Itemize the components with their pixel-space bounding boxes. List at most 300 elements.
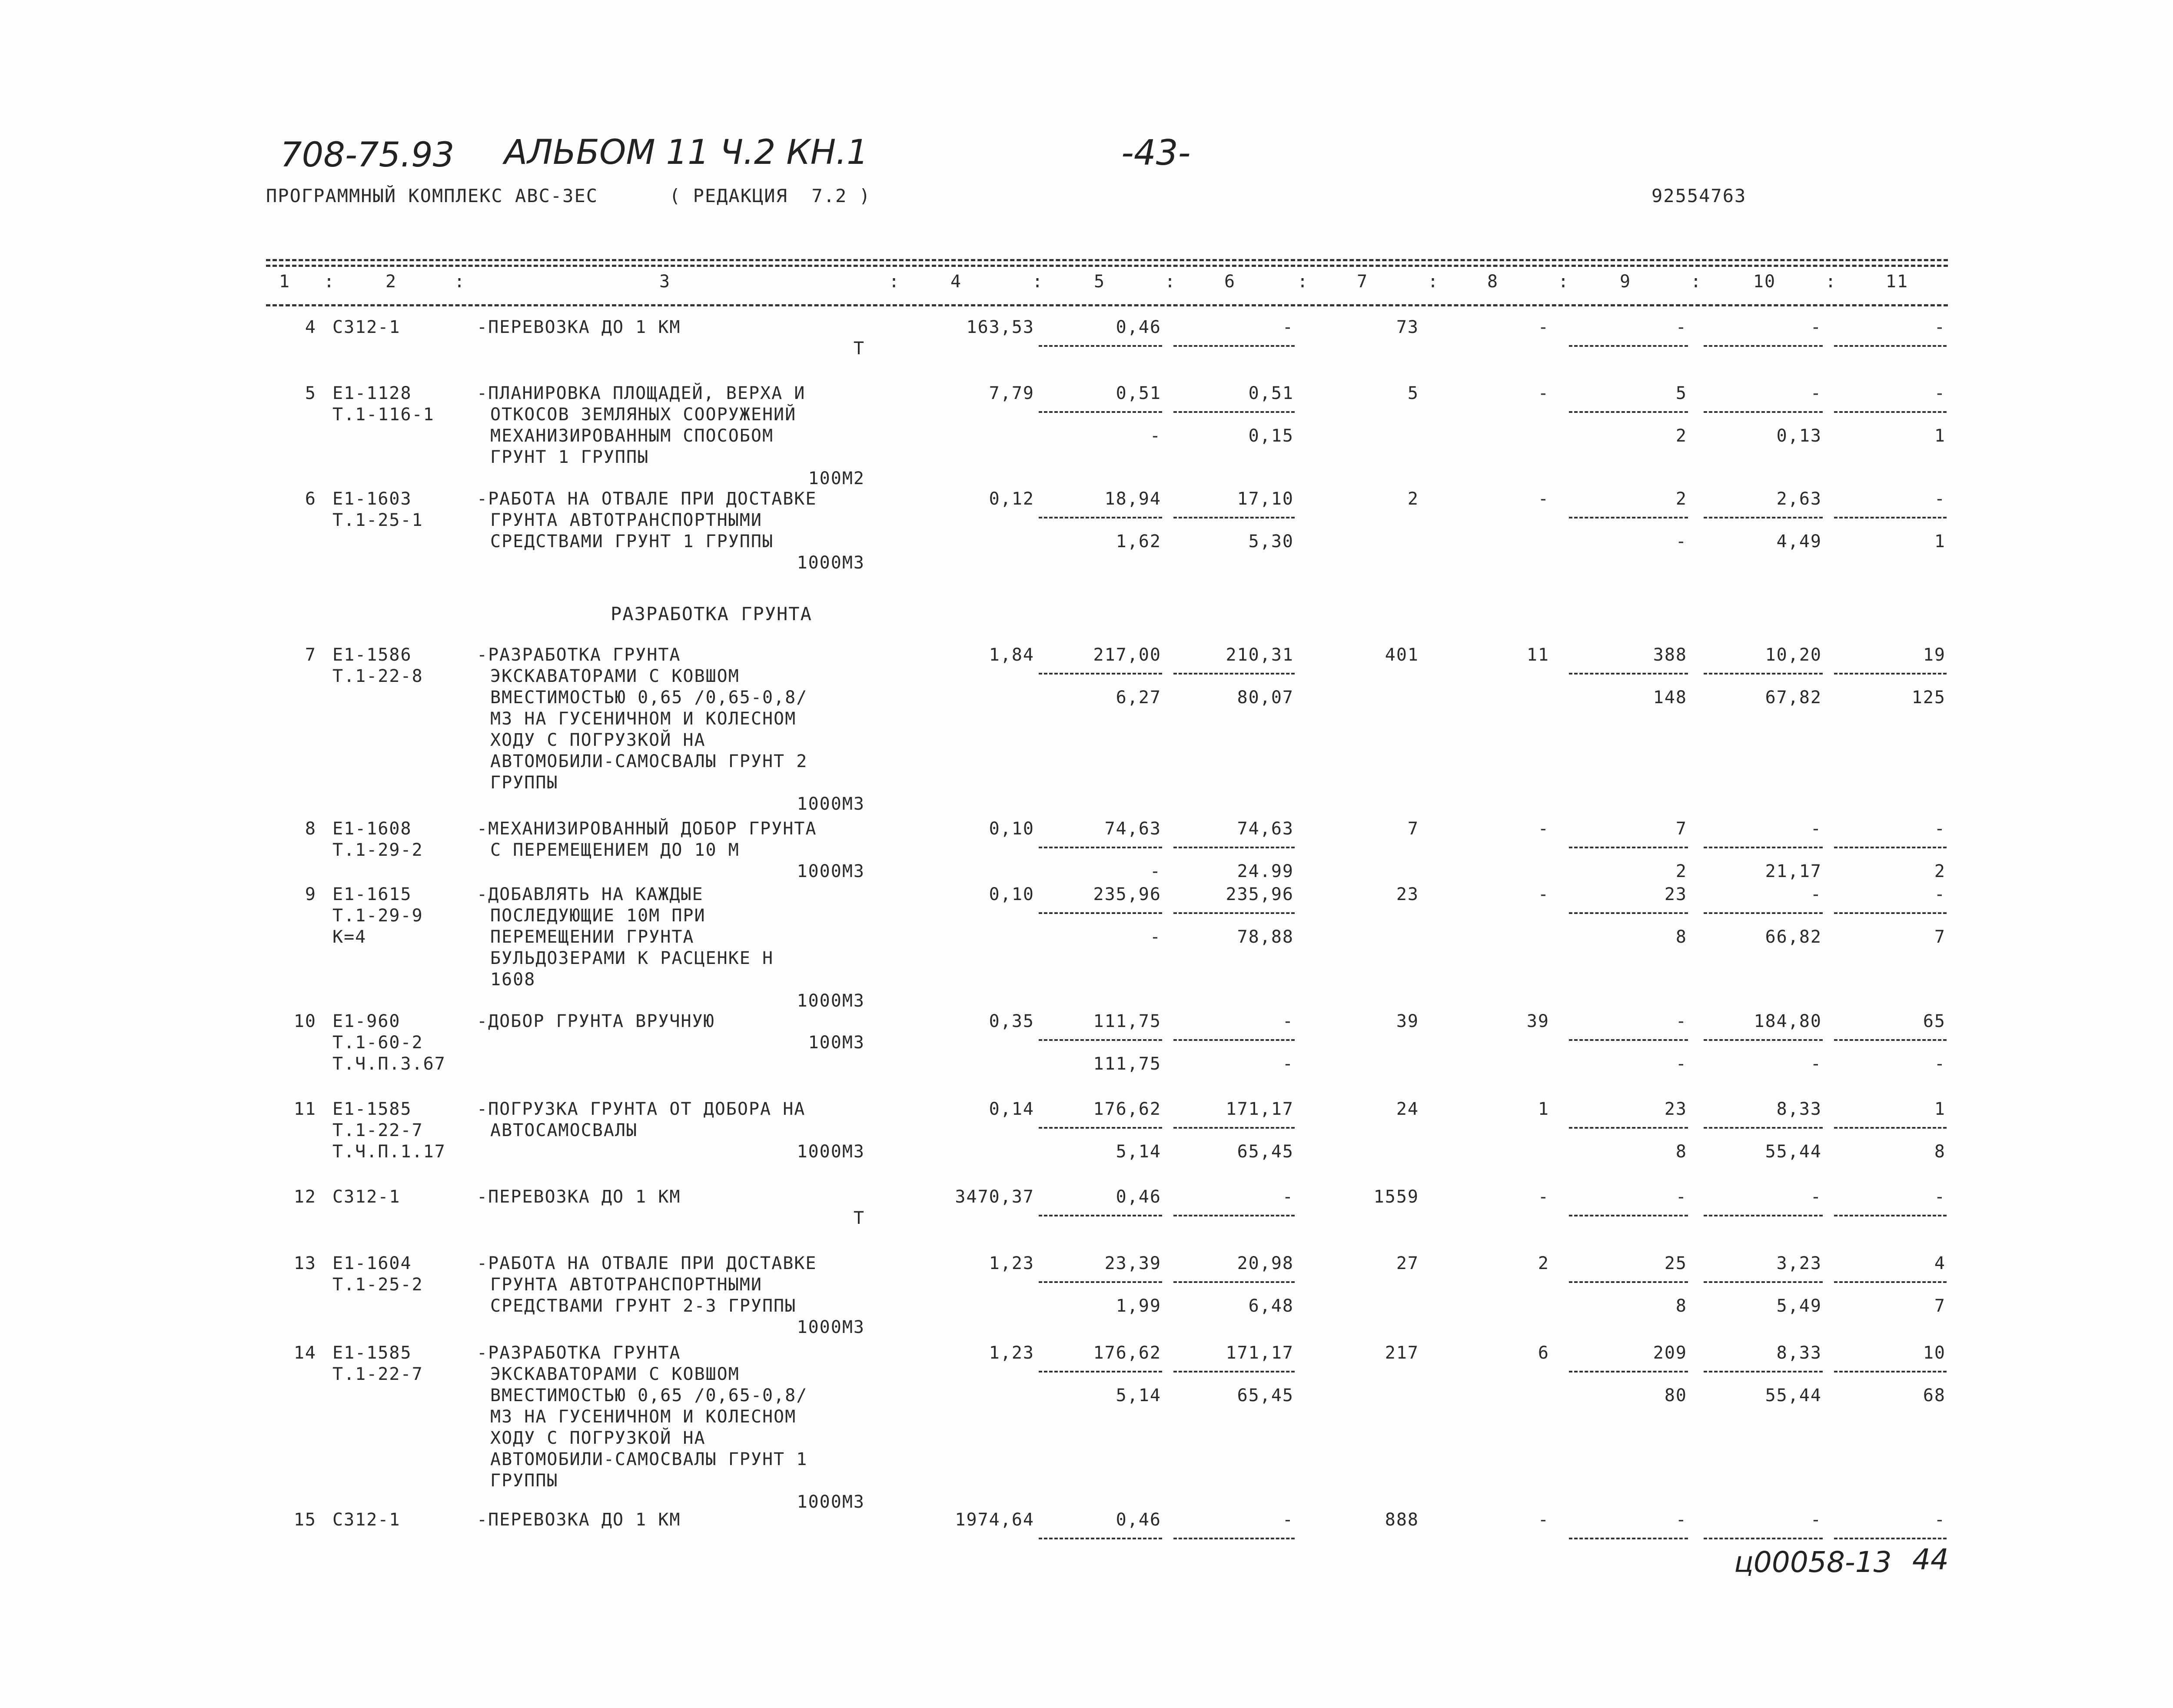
header-top-rule-2 — [266, 265, 1948, 267]
unit-cost-lower: - — [1150, 927, 1161, 947]
salary-cost: - — [1538, 1187, 1549, 1207]
work-description: -ПОГРУЗКА ГРУНТА ОТ ДОБОРА НА — [477, 1099, 806, 1119]
total-cost: 217 — [1385, 1343, 1419, 1363]
labor-cost-lower: 4,49 — [1776, 532, 1822, 552]
work-description: ВМЕСТИМОСТЬЮ 0,65 /0,65-0,8/ — [490, 688, 808, 708]
cell-divider — [1569, 1538, 1688, 1539]
salary-cost: 1 — [1538, 1099, 1549, 1119]
machine-cost-lower: 6,48 — [1248, 1296, 1294, 1316]
album-label: АЛЬБОМ 11 Ч.2 КН.1 — [504, 133, 868, 172]
work-description: -РАБОТА НА ОТВАЛЕ ПРИ ДОСТАВКЕ — [477, 489, 817, 509]
total-cost: 23 — [1396, 884, 1419, 904]
cell-divider — [1173, 1281, 1295, 1283]
measure-unit: Т — [853, 1208, 865, 1228]
row-number: 12 — [293, 1187, 316, 1207]
work-description: 1608 — [490, 970, 536, 990]
program-name: ПРОГРАММНЫЙ КОМПЛЕКС АВС-3ЕС — [266, 185, 598, 206]
page-number: -43- — [1121, 133, 1191, 173]
machine-cost-upper: 171,17 — [1226, 1099, 1294, 1119]
column-header-8: 8 — [1487, 272, 1499, 292]
column-header-3: 3 — [659, 272, 671, 292]
column-header-5: 5 — [1093, 272, 1106, 292]
labor-cost-lower: 67,82 — [1765, 688, 1822, 708]
work-description: БУЛЬДОЗЕРАМИ К РАСЦЕНКЕ Н — [490, 948, 774, 968]
column-separator: : — [1558, 272, 1570, 292]
total-machine-upper: 5 — [1675, 383, 1687, 403]
cell-divider — [1704, 1281, 1823, 1283]
cell-divider — [1569, 912, 1688, 914]
total-machine-lower: 148 — [1653, 688, 1687, 708]
labor-hours-upper: - — [1934, 1187, 1946, 1207]
salary-cost: - — [1538, 383, 1549, 403]
work-description: АВТОМОБИЛИ-САМОСВАЛЫ ГРУНТ 1 — [490, 1449, 808, 1469]
cell-divider — [1834, 1127, 1947, 1129]
total-machine-lower: - — [1675, 532, 1687, 552]
salary-cost: - — [1538, 1510, 1549, 1530]
cell-divider — [1039, 1039, 1162, 1041]
total-cost: 5 — [1407, 383, 1419, 403]
cell-divider — [1569, 1127, 1688, 1129]
rate-code: Т.1-116-1 — [332, 405, 435, 425]
total-machine-upper: 388 — [1653, 645, 1687, 665]
cell-divider — [1173, 1538, 1295, 1539]
quantity: 3470,37 — [955, 1187, 1034, 1207]
labor-hours-lower: 1 — [1934, 426, 1946, 446]
unit-cost-upper: 176,62 — [1093, 1343, 1161, 1363]
measure-unit: 1000М3 — [797, 1142, 865, 1162]
machine-cost-lower: - — [1282, 1054, 1294, 1074]
cell-divider — [1704, 345, 1823, 347]
rate-code: Е1-1603 — [332, 489, 412, 509]
labor-hours-upper: - — [1934, 383, 1946, 403]
labor-hours-upper: 1 — [1934, 1099, 1946, 1119]
salary-cost: 6 — [1538, 1343, 1549, 1363]
unit-cost-lower: - — [1150, 426, 1161, 446]
measure-unit: 1000М3 — [797, 553, 865, 573]
work-description: МЕХАНИЗИРОВАННЫМ СПОСОБОМ — [490, 426, 774, 446]
work-description: ГРУППЫ — [490, 773, 558, 793]
row-number: 8 — [305, 819, 316, 839]
work-description: СРЕДСТВАМИ ГРУНТ 1 ГРУППЫ — [490, 532, 774, 552]
column-separator: : — [1032, 272, 1044, 292]
labor-cost-upper: - — [1810, 1510, 1822, 1530]
labor-hours-upper: - — [1934, 317, 1946, 337]
work-description: -ПЕРЕВОЗКА ДО 1 КМ — [477, 1187, 681, 1207]
program-edition: ( РЕДАКЦИЯ 7.2 ) — [669, 185, 871, 206]
work-description: АВТОМОБИЛИ-САМОСВАЛЫ ГРУНТ 2 — [490, 751, 808, 771]
labor-cost-lower: 5,49 — [1776, 1296, 1822, 1316]
cell-divider — [1704, 1215, 1823, 1216]
work-description: -ДОБОР ГРУНТА ВРУЧНУЮ — [477, 1011, 715, 1031]
total-machine-lower: 2 — [1675, 426, 1687, 446]
row-number: 5 — [305, 383, 316, 403]
column-header-2: 2 — [385, 272, 397, 292]
rate-code: Т.1-22-7 — [332, 1120, 423, 1140]
machine-cost-upper: 17,10 — [1237, 489, 1294, 509]
column-header-7: 7 — [1356, 272, 1369, 292]
rate-code: Е1-1608 — [332, 819, 412, 839]
salary-cost: 39 — [1526, 1011, 1549, 1031]
total-machine-upper: 2 — [1675, 489, 1687, 509]
total-machine-upper: 23 — [1664, 884, 1687, 904]
labor-cost-lower: 21,17 — [1765, 861, 1822, 881]
cell-divider — [1569, 517, 1688, 518]
unit-cost-upper: 0,46 — [1116, 1510, 1161, 1530]
work-description: -ПЕРЕВОЗКА ДО 1 КМ — [477, 317, 681, 337]
labor-cost-upper: 184,80 — [1754, 1011, 1822, 1031]
unit-cost-lower: - — [1150, 861, 1161, 881]
salary-cost: - — [1538, 884, 1549, 904]
rate-code: Е1-1585 — [332, 1343, 412, 1363]
labor-cost-lower: - — [1810, 1054, 1822, 1074]
work-description: ГРУНТ 1 ГРУППЫ — [490, 447, 649, 467]
column-separator: : — [1691, 272, 1702, 292]
rate-code: Т.1-22-8 — [332, 666, 423, 686]
measure-unit: 1000М3 — [797, 991, 865, 1011]
unit-cost-upper: 111,75 — [1093, 1011, 1161, 1031]
column-header-10: 10 — [1753, 272, 1776, 292]
cell-divider — [1569, 345, 1688, 347]
cell-divider — [1039, 847, 1162, 848]
labor-cost-lower: 66,82 — [1765, 927, 1822, 947]
measure-unit: 1000М3 — [797, 1492, 865, 1512]
measure-unit: 1000М3 — [797, 794, 865, 814]
unit-cost-upper: 0,51 — [1116, 383, 1161, 403]
cell-divider — [1704, 1127, 1823, 1129]
cell-divider — [1039, 1127, 1162, 1129]
row-number: 4 — [305, 317, 316, 337]
labor-cost-lower: 55,44 — [1765, 1386, 1822, 1406]
total-cost: 888 — [1385, 1510, 1419, 1530]
quantity: 1,84 — [989, 645, 1034, 665]
cell-divider — [1834, 847, 1947, 848]
rate-code: Т.1-29-9 — [332, 906, 423, 926]
total-machine-upper: - — [1675, 1510, 1687, 1530]
total-machine-upper: 209 — [1653, 1343, 1687, 1363]
work-description: ПОСЛЕДУЮЩИЕ 10М ПРИ — [490, 906, 706, 926]
cell-divider — [1039, 345, 1162, 347]
quantity: 1,23 — [989, 1343, 1034, 1363]
unit-cost-lower: 6,27 — [1116, 688, 1161, 708]
salary-cost: - — [1538, 489, 1549, 509]
row-number: 6 — [305, 489, 316, 509]
machine-cost-upper: 235,96 — [1226, 884, 1294, 904]
machine-cost-lower: 78,88 — [1237, 927, 1294, 947]
labor-hours-lower: 125 — [1911, 688, 1946, 708]
cell-divider — [1173, 345, 1295, 347]
cell-divider — [1039, 517, 1162, 518]
cell-divider — [1834, 1215, 1947, 1216]
section-title: РАЗРАБОТКА ГРУНТА — [611, 603, 812, 625]
rate-code: Т.1-25-2 — [332, 1275, 423, 1295]
machine-cost-upper: 171,17 — [1226, 1343, 1294, 1363]
cell-divider — [1039, 1281, 1162, 1283]
labor-hours-upper: - — [1934, 819, 1946, 839]
unit-cost-lower: 1,99 — [1116, 1296, 1161, 1316]
cell-divider — [1834, 411, 1947, 413]
unit-cost-upper: 23,39 — [1104, 1253, 1161, 1273]
cell-divider — [1704, 673, 1823, 675]
work-description: М3 НА ГУСЕНИЧНОМ И КОЛЕСНОМ — [490, 709, 797, 729]
total-cost: 1559 — [1373, 1187, 1419, 1207]
labor-hours-upper: 4 — [1934, 1253, 1946, 1273]
work-description: -РАЗРАБОТКА ГРУНТА — [477, 1343, 681, 1363]
unit-cost-lower: 111,75 — [1093, 1054, 1161, 1074]
unit-cost-lower: 5,14 — [1116, 1142, 1161, 1162]
quantity: 0,10 — [989, 884, 1034, 904]
program-code: 92554763 — [1651, 185, 1747, 206]
labor-cost-upper: 8,33 — [1776, 1343, 1822, 1363]
machine-cost-lower: 24.99 — [1237, 861, 1294, 881]
total-machine-lower: 8 — [1675, 1296, 1687, 1316]
total-machine-upper: - — [1675, 317, 1687, 337]
column-separator: : — [1825, 272, 1837, 292]
row-number: 15 — [293, 1510, 316, 1530]
labor-hours-lower: 1 — [1934, 532, 1946, 552]
cell-divider — [1834, 1538, 1947, 1539]
labor-cost-upper: - — [1810, 1187, 1822, 1207]
rate-code: Т.1-25-1 — [332, 510, 423, 530]
measure-unit: Т — [853, 339, 865, 359]
cell-divider — [1173, 912, 1295, 914]
column-separator: : — [454, 272, 466, 292]
work-description: -РАЗРАБОТКА ГРУНТА — [477, 645, 681, 665]
work-description: ЭКСКАВАТОРАМИ С КОВШОМ — [490, 666, 740, 686]
total-machine-lower: 2 — [1675, 861, 1687, 881]
work-description: ГРУНТА АВТОТРАНСПОРТНЫМИ — [490, 1275, 762, 1295]
total-machine-upper: 23 — [1664, 1099, 1687, 1119]
measure-unit: 1000М3 — [797, 861, 865, 881]
cell-divider — [1039, 912, 1162, 914]
cell-divider — [1569, 1281, 1688, 1283]
unit-cost-upper: 0,46 — [1116, 1187, 1161, 1207]
unit-cost-lower: 1,62 — [1116, 532, 1161, 552]
rate-code: Т.1-60-2 — [332, 1033, 423, 1053]
cell-divider — [1704, 1371, 1823, 1372]
quantity: 1,23 — [989, 1253, 1034, 1273]
cell-divider — [1704, 912, 1823, 914]
machine-cost-lower: 65,45 — [1237, 1142, 1294, 1162]
cell-divider — [1834, 912, 1947, 914]
rate-code: Т.Ч.П.3.67 — [332, 1054, 446, 1074]
cell-divider — [1039, 1538, 1162, 1539]
cell-divider — [1704, 847, 1823, 848]
row-number: 14 — [293, 1343, 316, 1363]
rate-code: Т.1-22-7 — [332, 1364, 423, 1384]
cell-divider — [1173, 1039, 1295, 1041]
machine-cost-lower: 80,07 — [1237, 688, 1294, 708]
cell-divider — [1569, 1215, 1688, 1216]
quantity: 7,79 — [989, 383, 1034, 403]
total-machine-upper: - — [1675, 1011, 1687, 1031]
cell-divider — [1704, 1039, 1823, 1041]
total-machine-lower: 80 — [1664, 1386, 1687, 1406]
labor-hours-upper: - — [1934, 884, 1946, 904]
cell-divider — [1039, 1215, 1162, 1216]
work-description: -МЕХАНИЗИРОВАННЫЙ ДОБОР ГРУНТА — [477, 819, 817, 839]
cell-divider — [1834, 1371, 1947, 1372]
cell-divider — [1704, 517, 1823, 518]
unit-cost-upper: 217,00 — [1093, 645, 1161, 665]
cell-divider — [1173, 411, 1295, 413]
labor-cost-lower: 0,13 — [1776, 426, 1822, 446]
labor-cost-upper: - — [1810, 317, 1822, 337]
unit-cost-upper: 235,96 — [1093, 884, 1161, 904]
machine-cost-upper: 74,63 — [1237, 819, 1294, 839]
cell-divider — [1569, 847, 1688, 848]
column-header-4: 4 — [950, 272, 962, 292]
work-description: АВТОСАМОСВАЛЫ — [490, 1120, 638, 1140]
rate-code: Е1-960 — [332, 1011, 401, 1031]
cell-divider — [1704, 1538, 1823, 1539]
total-cost: 2 — [1407, 489, 1419, 509]
row-number: 13 — [293, 1253, 316, 1273]
work-description: ГРУППЫ — [490, 1471, 558, 1491]
cell-divider — [1834, 1281, 1947, 1283]
quantity: 0,12 — [989, 489, 1034, 509]
total-machine-lower: 8 — [1675, 1142, 1687, 1162]
rate-code: Е1-1585 — [332, 1099, 412, 1119]
header-top-rule — [266, 259, 1948, 261]
machine-cost-lower: 0,15 — [1248, 426, 1294, 446]
row-number: 7 — [305, 645, 316, 665]
work-description: ХОДУ С ПОГРУЗКОЙ НА — [490, 730, 706, 750]
labor-cost-upper: 2,63 — [1776, 489, 1822, 509]
total-cost: 27 — [1396, 1253, 1419, 1273]
rate-code: Е1-1128 — [332, 383, 412, 403]
work-description: ПЕРЕМЕЩЕНИИ ГРУНТА — [490, 927, 694, 947]
quantity: 0,14 — [989, 1099, 1034, 1119]
row-number: 9 — [305, 884, 316, 904]
work-description: С ПЕРЕМЕЩЕНИЕМ ДО 10 М — [490, 840, 740, 860]
footer-stamp-number: 44 — [1912, 1543, 1949, 1576]
rate-code: Е1-1615 — [332, 884, 412, 904]
footer-stamp-code: ц00058-13 — [1734, 1545, 1892, 1579]
cell-divider — [1173, 847, 1295, 848]
column-header-11: 11 — [1885, 272, 1909, 292]
total-machine-lower: 8 — [1675, 927, 1687, 947]
total-cost: 401 — [1385, 645, 1419, 665]
cell-divider — [1834, 673, 1947, 675]
machine-cost-upper: - — [1282, 317, 1294, 337]
labor-hours-upper: 19 — [1923, 645, 1946, 665]
total-cost: 7 — [1407, 819, 1419, 839]
work-description: М3 НА ГУСЕНИЧНОМ И КОЛЕСНОМ — [490, 1407, 797, 1427]
work-description: ХОДУ С ПОГРУЗКОЙ НА — [490, 1428, 706, 1448]
cell-divider — [1834, 517, 1947, 518]
cell-divider — [1569, 1039, 1688, 1041]
work-description: -РАБОТА НА ОТВАЛЕ ПРИ ДОСТАВКЕ — [477, 1253, 817, 1273]
machine-cost-lower: 65,45 — [1237, 1386, 1294, 1406]
labor-cost-upper: 8,33 — [1776, 1099, 1822, 1119]
quantity: 163,53 — [966, 317, 1034, 337]
column-separator: : — [1165, 272, 1176, 292]
salary-cost: - — [1538, 819, 1549, 839]
cell-divider — [1039, 1371, 1162, 1372]
measure-unit: 100М3 — [808, 1033, 865, 1053]
machine-cost-upper: 210,31 — [1226, 645, 1294, 665]
rate-code: Т.1-29-2 — [332, 840, 423, 860]
labor-cost-upper: - — [1810, 884, 1822, 904]
salary-cost: 11 — [1526, 645, 1549, 665]
measure-unit: 1000М3 — [797, 1317, 865, 1337]
row-number: 11 — [293, 1099, 316, 1119]
unit-cost-upper: 176,62 — [1093, 1099, 1161, 1119]
cell-divider — [1569, 673, 1688, 675]
salary-cost: - — [1538, 317, 1549, 337]
machine-cost-upper: - — [1282, 1011, 1294, 1031]
cell-divider — [1704, 411, 1823, 413]
quantity: 0,10 — [989, 819, 1034, 839]
labor-hours-lower: 8 — [1934, 1142, 1946, 1162]
rate-code: С312-1 — [332, 317, 401, 337]
column-separator: : — [889, 272, 900, 292]
work-description: ГРУНТА АВТОТРАНСПОРТНЫМИ — [490, 510, 762, 530]
cell-divider — [1173, 1127, 1295, 1129]
machine-cost-upper: - — [1282, 1187, 1294, 1207]
total-machine-upper: 25 — [1664, 1253, 1687, 1273]
machine-cost-upper: - — [1282, 1510, 1294, 1530]
total-cost: 24 — [1396, 1099, 1419, 1119]
unit-cost-upper: 0,46 — [1116, 317, 1161, 337]
labor-hours-lower: 7 — [1934, 1296, 1946, 1316]
salary-cost: 2 — [1538, 1253, 1549, 1273]
column-separator: : — [1297, 272, 1309, 292]
work-description: -ПЕРЕВОЗКА ДО 1 КМ — [477, 1510, 681, 1530]
header-bottom-rule — [266, 304, 1948, 306]
labor-hours-lower: 2 — [1934, 861, 1946, 881]
work-description: ВМЕСТИМОСТЬЮ 0,65 /0,65-0,8/ — [490, 1386, 808, 1406]
unit-cost-lower: 5,14 — [1116, 1386, 1161, 1406]
labor-hours-upper: - — [1934, 489, 1946, 509]
total-machine-lower: - — [1675, 1054, 1687, 1074]
machine-cost-lower: 5,30 — [1248, 532, 1294, 552]
cell-divider — [1173, 1371, 1295, 1372]
column-separator: : — [1428, 272, 1439, 292]
labor-hours-lower: 68 — [1923, 1386, 1946, 1406]
rate-code: С312-1 — [332, 1187, 401, 1207]
rate-code: Е1-1604 — [332, 1253, 412, 1273]
unit-cost-upper: 18,94 — [1104, 489, 1161, 509]
labor-hours-upper: 10 — [1923, 1343, 1946, 1363]
labor-cost-upper: - — [1810, 383, 1822, 403]
rate-code: Е1-1586 — [332, 645, 412, 665]
cell-divider — [1173, 673, 1295, 675]
work-description: -ПЛАНИРОВКА ПЛОЩАДЕЙ, ВЕРХА И — [477, 383, 806, 403]
quantity: 0,35 — [989, 1011, 1034, 1031]
labor-cost-upper: 10,20 — [1765, 645, 1822, 665]
cell-divider — [1569, 411, 1688, 413]
quantity: 1974,64 — [955, 1510, 1034, 1530]
total-machine-upper: - — [1675, 1187, 1687, 1207]
labor-cost-upper: - — [1810, 819, 1822, 839]
cell-divider — [1569, 1371, 1688, 1372]
labor-hours-lower: 7 — [1934, 927, 1946, 947]
work-description: СРЕДСТВАМИ ГРУНТ 2-3 ГРУППЫ — [490, 1296, 797, 1316]
total-cost: 73 — [1396, 317, 1419, 337]
labor-cost-lower: 55,44 — [1765, 1142, 1822, 1162]
column-separator: : — [324, 272, 336, 292]
rate-code: Т.Ч.П.1.17 — [332, 1142, 446, 1162]
total-machine-upper: 7 — [1675, 819, 1687, 839]
cell-divider — [1173, 517, 1295, 518]
doc-code: 708-75.93 — [280, 136, 455, 175]
cell-divider — [1039, 673, 1162, 675]
column-header-6: 6 — [1224, 272, 1236, 292]
cell-divider — [1834, 345, 1947, 347]
work-description: ЭКСКАВАТОРАМИ С КОВШОМ — [490, 1364, 740, 1384]
column-header-1: 1 — [279, 272, 291, 292]
